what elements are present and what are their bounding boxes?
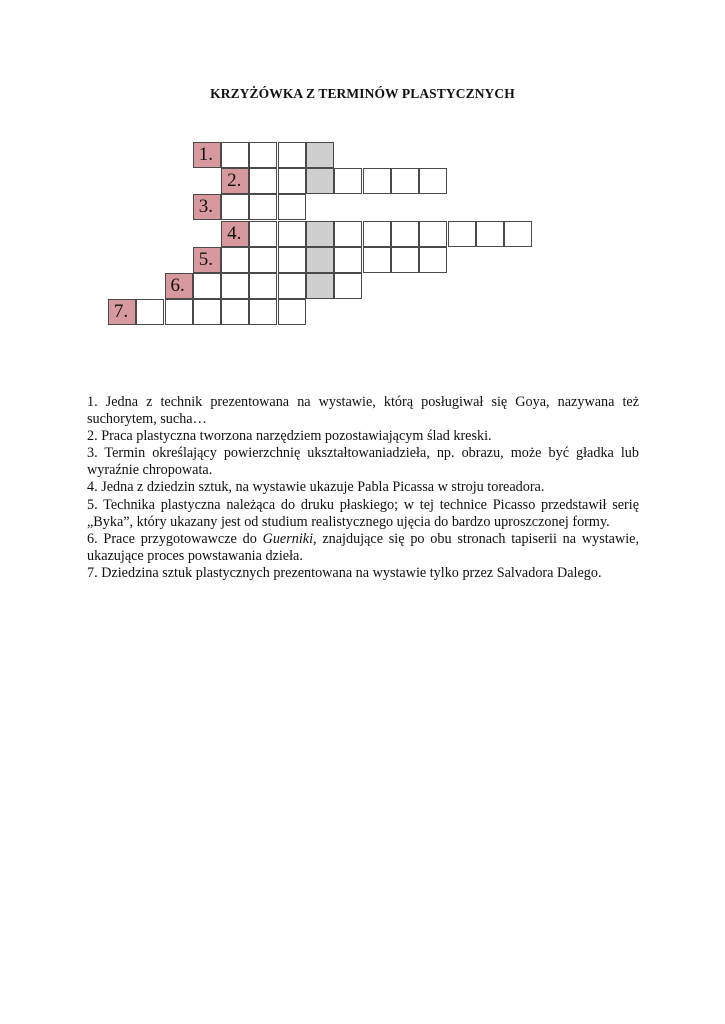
answer-cell[interactable] [278,194,306,220]
solution-cell[interactable] [306,142,334,168]
clue-text: 7. Dziedzina sztuk plastycznych prezentowana na wystawie tylko przez Salvadora Dalego. [87,564,602,581]
answer-cell[interactable] [249,299,277,325]
answer-cell[interactable] [278,273,306,299]
answer-cell[interactable] [249,168,277,194]
answer-cell[interactable] [249,142,277,168]
clue-item [87,394,639,428]
answer-cell[interactable] [391,247,419,273]
clue-italic-text: Guerniki [262,530,314,547]
answer-cell[interactable] [278,299,306,325]
answer-cell[interactable] [363,221,391,247]
clue-number-cell: 3. [193,194,221,220]
answer-cell[interactable] [278,142,306,168]
clue-item [87,565,639,582]
answer-cell[interactable] [221,299,249,325]
clue-number-cell: 6. [165,273,193,299]
answer-cell[interactable] [193,299,221,325]
answer-cell[interactable] [334,221,362,247]
clue-text: 4. Jedna z dziedzin sztuk, na wystawie ukazuje Pabla Picassa w stroju toreadora. [87,479,545,496]
solution-cell[interactable] [306,247,334,273]
clue-text: 2. Praca plastyczna tworzona narzędziem pozostawiającym ślad kreski. [87,428,492,445]
solution-cell[interactable] [306,168,334,194]
answer-cell[interactable] [136,299,164,325]
page-title: KRZYŻÓWKA Z TERMINÓW PLASTYCZNYCH [210,86,515,101]
answer-cell[interactable] [391,168,419,194]
answer-cell[interactable] [363,247,391,273]
clue-text: 1. Jedna z technik prezentowana na wystawie, którą posługiwał się Goya, nazywana też suchorytem, sucha… [87,394,639,428]
solution-cell[interactable] [306,221,334,247]
answer-cell[interactable] [278,168,306,194]
answer-cell[interactable] [476,221,504,247]
solution-cell[interactable] [306,273,334,299]
answer-cell[interactable] [165,299,193,325]
answer-cell[interactable] [221,142,249,168]
answer-cell[interactable] [249,221,277,247]
crossword-grid [0,0,725,340]
clue-text: 6. Prace przygotowawcze do [87,530,263,547]
clue-item [87,531,639,565]
answer-cell[interactable] [221,247,249,273]
clue-item [87,445,639,479]
answer-cell[interactable] [193,273,221,299]
answer-cell[interactable] [334,168,362,194]
clues-list [87,394,639,582]
clue-text: 3. Termin określający powierzchnię ukształtowaniadzieła, np. obrazu, może być gładka lub wyraźnie chropowata. [87,445,639,479]
answer-cell[interactable] [391,221,419,247]
clue-item [87,479,639,496]
clue-number-cell: 1. [193,142,221,168]
answer-cell[interactable] [221,273,249,299]
answer-cell[interactable] [363,168,391,194]
clue-item [87,428,639,445]
answer-cell[interactable] [448,221,476,247]
answer-cell[interactable] [334,273,362,299]
answer-cell[interactable] [249,273,277,299]
answer-cell[interactable] [278,221,306,247]
clue-text: , znajdujące się po obu stronach tapiserii na wystawie, ukazujące proces powstawania dzieła. [87,530,639,564]
answer-cell[interactable] [419,221,447,247]
answer-cell[interactable] [419,168,447,194]
answer-cell[interactable] [419,247,447,273]
clue-number-cell: 5. [193,247,221,273]
clue-number-cell: 2. [221,168,249,194]
answer-cell[interactable] [504,221,532,247]
clue-item [87,497,639,531]
clue-number-cell: 4. [221,221,249,247]
answer-cell[interactable] [249,194,277,220]
answer-cell[interactable] [334,247,362,273]
clue-number-cell: 7. [108,299,136,325]
clue-text: 5. Technika plastyczna należąca do druku płaskiego; w tej technice Picasso przedstawił serię „Byka”, który ukazany jest od studium realistycznego ujęcia do bardzo uproszczonej formy. [87,496,639,530]
answer-cell[interactable] [278,247,306,273]
answer-cell[interactable] [249,247,277,273]
answer-cell[interactable] [221,194,249,220]
